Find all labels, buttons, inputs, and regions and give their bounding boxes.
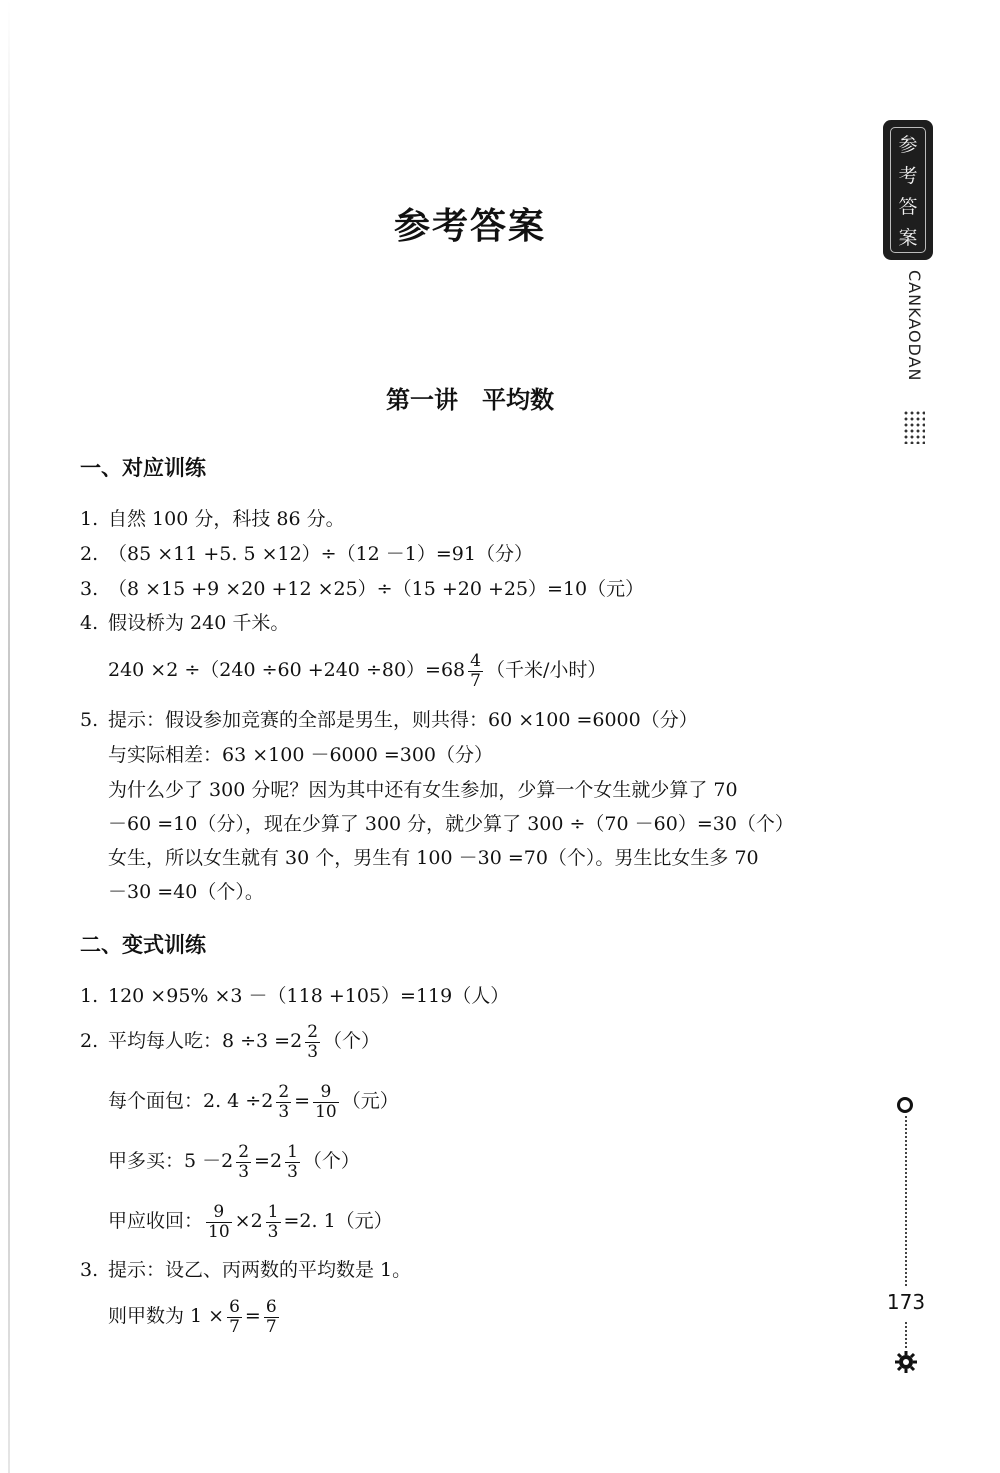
fraction-numerator: 9 (320, 1081, 332, 1102)
item-number: 2. (80, 1030, 99, 1052)
gear-icon (894, 1350, 918, 1374)
expression-text: 240 ×2 ÷（240 ÷60 +240 ÷80）=68 (108, 659, 466, 681)
answer-line: －30 =40（个）。 (108, 881, 264, 903)
fraction (266, 1203, 281, 1242)
side-tab-char: 考 (898, 165, 918, 187)
expression-text: （元） (341, 1090, 399, 1112)
fraction-numerator: 6 (229, 1296, 240, 1317)
expression-text: 每个面包：2. 4 ÷2 (108, 1090, 274, 1112)
expression-text: =2 (254, 1150, 283, 1172)
side-pinyin-label: CANKAODAN (905, 270, 924, 382)
fraction-numerator: 6 (265, 1296, 277, 1317)
expression-text: 则甲数为 1 × (108, 1305, 225, 1327)
fraction (285, 1143, 300, 1182)
fraction (206, 1203, 232, 1242)
expression-text: （千米/小时） (485, 659, 607, 681)
side-tab-char: 参 (898, 134, 918, 156)
fraction-denominator: 3 (287, 1161, 298, 1182)
answer-line: 为什么少了 300 分呢？因为其中还有女生参加，少算一个女生就少算了 70 (108, 779, 738, 801)
expression-text: = (244, 1305, 261, 1327)
side-chapter-tab (883, 120, 933, 260)
item-number: 3. (80, 1259, 99, 1281)
expression-text: （个） (302, 1150, 360, 1172)
fraction (313, 1083, 339, 1122)
answer-line: －60 =10（分），现在少算了 300 分，就少算了 300 ÷（70 －60）=30（个） (108, 813, 794, 835)
answer-line: 与实际相差：63 ×100 －6000 =300（分） (108, 744, 494, 766)
fraction-numerator: 2 (307, 1021, 319, 1042)
answer-line-with-fraction (108, 1138, 360, 1184)
page-number: 173 (886, 1290, 926, 1314)
expression-text: 甲多买：5 －2 (108, 1150, 234, 1172)
fraction-denominator: 3 (238, 1161, 250, 1182)
dotted-rule (905, 1116, 907, 1286)
fraction-denominator: 7 (265, 1316, 277, 1337)
fraction (468, 652, 483, 691)
fraction (264, 1298, 279, 1337)
item-number: 5. (80, 709, 99, 731)
item-number: 4. (80, 612, 99, 634)
answer-line: 提示：假设参加竞赛的全部是男生，则共得：60 ×100 =6000（分） (108, 709, 698, 731)
answer-line: 提示：设乙、丙两数的平均数是 1。 (108, 1259, 412, 1281)
answer-line: （85 ×11 +5. 5 ×12）÷（12 －1）=91（分） (108, 543, 533, 565)
fraction-numerator: 2 (238, 1141, 250, 1162)
fraction (227, 1298, 242, 1337)
item-number: 2. (80, 543, 99, 565)
side-tab-char: 案 (898, 227, 918, 249)
fraction-numerator: 4 (470, 650, 481, 671)
fraction-denominator: 10 (315, 1101, 337, 1122)
answer-line: 自然 100 分，科技 86 分。 (108, 508, 345, 530)
lecture-title: 第一讲 平均数 (386, 386, 554, 414)
fraction-numerator: 2 (278, 1081, 290, 1102)
fraction-denominator: 3 (267, 1221, 279, 1242)
dotted-rule (905, 1322, 907, 1348)
expression-text: 甲应收回： (108, 1210, 204, 1232)
item-number: 3. (80, 578, 99, 600)
answer-line-with-fraction (108, 1018, 380, 1064)
fraction (236, 1143, 251, 1182)
ring-icon (897, 1097, 913, 1113)
answer-line: 120 ×95% ×3 －（118 +105）=119（人） (108, 985, 510, 1007)
answer-line: 假设桥为 240 千米。 (108, 612, 290, 634)
section-heading-2: 二、变式训练 (80, 933, 206, 957)
answer-line-with-fraction (108, 648, 606, 692)
fraction-numerator: 1 (287, 1141, 298, 1162)
fraction-denominator: 3 (307, 1041, 319, 1062)
page-title: 参考答案 (393, 206, 546, 247)
fraction (305, 1023, 320, 1062)
fraction-denominator: 10 (208, 1221, 230, 1242)
side-tab-char: 答 (898, 196, 918, 218)
answer-line: 女生，所以女生就有 30 个，男生有 100 －30 =70（个）。男生比女生多 70 (108, 847, 759, 869)
fraction-denominator: 7 (229, 1316, 240, 1337)
expression-text: ×2 (234, 1210, 263, 1232)
answer-line-with-fraction (108, 1198, 393, 1244)
answer-line-with-fraction (108, 1078, 399, 1124)
expression-text: =2. 1（元） (283, 1210, 393, 1232)
answer-line: （8 ×15 +9 ×20 +12 ×25）÷（15 +20 +25）=10（元） (108, 578, 645, 600)
answer-line-with-fraction (108, 1293, 282, 1339)
dot-grid-ornament (903, 410, 925, 444)
fraction-numerator: 1 (267, 1201, 279, 1222)
section-heading-1: 一、对应训练 (80, 456, 206, 480)
item-number: 1. (80, 985, 99, 1007)
expression-text: 平均每人吃：8 ÷3 =2 (108, 1030, 303, 1052)
expression-text: = (294, 1090, 311, 1112)
fraction (276, 1083, 291, 1122)
fraction-numerator: 9 (213, 1201, 225, 1222)
side-tab-frame (890, 127, 926, 253)
expression-text: （个） (323, 1030, 381, 1052)
fraction-denominator: 3 (278, 1101, 290, 1122)
fraction-denominator: 7 (470, 670, 481, 691)
item-number: 1. (80, 508, 99, 530)
